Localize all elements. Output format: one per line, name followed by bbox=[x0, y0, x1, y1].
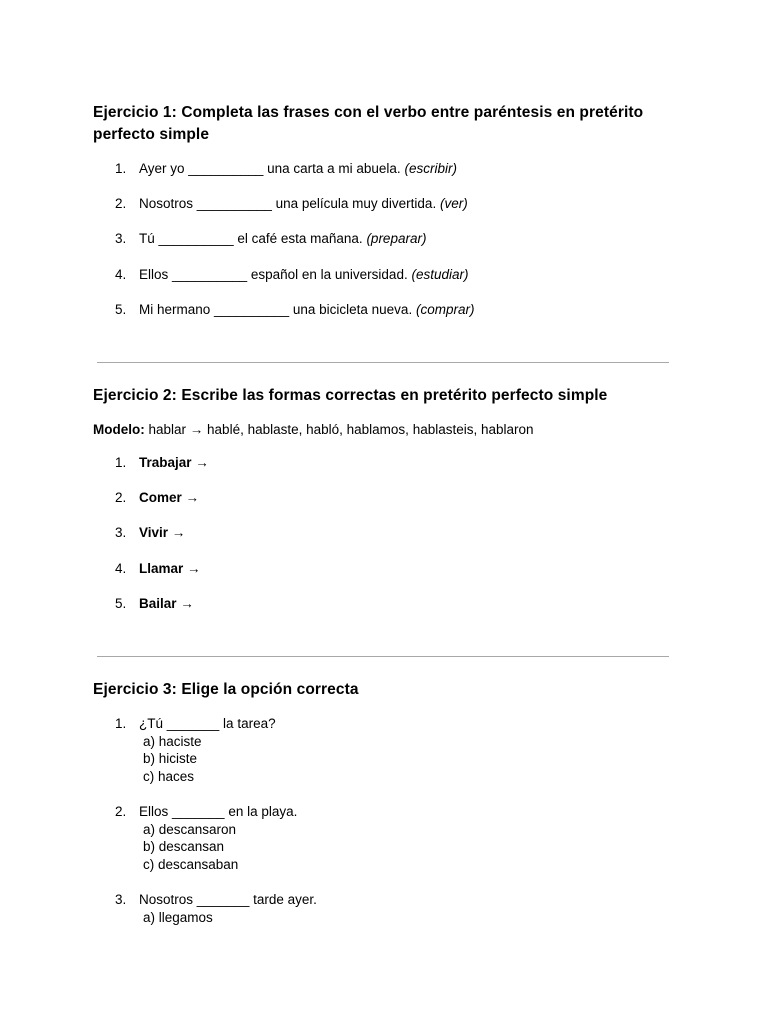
arrow: → bbox=[195, 455, 209, 470]
list-item bbox=[93, 454, 209, 489]
question-item bbox=[93, 715, 317, 803]
question-text: ¿Tú _______ la tarea? bbox=[139, 716, 276, 731]
option-a: a) haciste bbox=[143, 733, 202, 749]
arrow: → bbox=[187, 560, 201, 576]
exercise-2-list bbox=[93, 454, 209, 630]
option-b: b) descansan bbox=[143, 839, 225, 854]
item-number: 1. bbox=[115, 161, 127, 176]
sentence-text: Ayer yo __________ una carta a mi abuela. bbox=[139, 161, 401, 176]
arrow: → bbox=[171, 525, 186, 541]
model-text: hablar → hablé, hablaste, habló, hablamos, hablasteis, hablaron bbox=[148, 422, 534, 437]
item-number: 1. bbox=[115, 716, 127, 731]
verb-hint: (estudiar) bbox=[411, 266, 469, 282]
item-number: 1. bbox=[115, 455, 127, 470]
item-number: 2. bbox=[115, 196, 127, 212]
exercise-3-title: Ejercicio 3: Elige la opción correcta bbox=[93, 681, 359, 698]
verb-hint: (comprar) bbox=[415, 301, 475, 317]
list-item bbox=[93, 595, 209, 630]
exercise-2-title: Ejercicio 2: Escribe las formas correctas en pretérito perfecto simple bbox=[93, 387, 608, 404]
list-item bbox=[93, 301, 474, 336]
arrow: → bbox=[180, 595, 194, 611]
option-c: c) descansaban bbox=[143, 856, 239, 872]
item-number: 4. bbox=[115, 560, 127, 576]
option-c: c) haces bbox=[143, 768, 195, 784]
verb-label: Comer bbox=[139, 490, 182, 506]
verb-hint: (preparar) bbox=[366, 231, 427, 247]
verb-label: Llamar bbox=[139, 560, 184, 576]
option-b: b) hiciste bbox=[143, 751, 198, 766]
sentence-text: Nosotros __________ una película muy divertida. bbox=[139, 196, 437, 212]
question-text: Nosotros _______ tarde ayer. bbox=[139, 892, 317, 907]
verb-label: Bailar bbox=[139, 595, 177, 611]
item-number: 5. bbox=[115, 301, 127, 317]
exercise-3-list bbox=[93, 715, 317, 926]
model-label: Modelo: bbox=[93, 422, 145, 437]
arrow: → bbox=[185, 490, 200, 506]
exercise-1-title: Ejercicio 1: Completa las frases con el verbo entre paréntesis en pretérito perfecto simple bbox=[93, 104, 644, 143]
item-number: 4. bbox=[115, 266, 127, 282]
list-item bbox=[93, 160, 474, 195]
verb-label: Trabajar bbox=[139, 455, 192, 470]
verb-hint: (escribir) bbox=[404, 161, 457, 176]
list-item bbox=[93, 489, 209, 524]
option-a: a) llegamos bbox=[143, 909, 213, 925]
sentence-text: Tú __________ el café esta mañana. bbox=[139, 231, 363, 247]
item-number: 2. bbox=[115, 804, 127, 819]
verb-hint: (ver) bbox=[439, 196, 468, 212]
list-item bbox=[93, 230, 474, 265]
item-number: 5. bbox=[115, 595, 127, 611]
question-text: Ellos _______ en la playa. bbox=[139, 804, 298, 819]
list-item bbox=[93, 195, 474, 230]
list-item bbox=[93, 524, 209, 559]
question-item bbox=[93, 891, 317, 926]
item-number: 3. bbox=[115, 892, 127, 907]
exercise-1-list bbox=[93, 160, 474, 336]
verb-label: Vivir bbox=[139, 525, 169, 541]
option-a: a) descansaron bbox=[143, 821, 237, 837]
section-divider bbox=[97, 362, 669, 363]
item-number: 3. bbox=[115, 231, 127, 247]
question-item bbox=[93, 803, 317, 891]
list-item bbox=[93, 560, 209, 595]
sentence-text: Ellos __________ español en la universidad. bbox=[139, 266, 408, 282]
model-line bbox=[93, 421, 534, 438]
section-divider bbox=[97, 656, 669, 657]
sentence-text: Mi hermano __________ una bicicleta nueva. bbox=[139, 301, 413, 317]
item-number: 2. bbox=[115, 490, 127, 506]
list-item bbox=[93, 266, 474, 301]
item-number: 3. bbox=[115, 525, 127, 541]
